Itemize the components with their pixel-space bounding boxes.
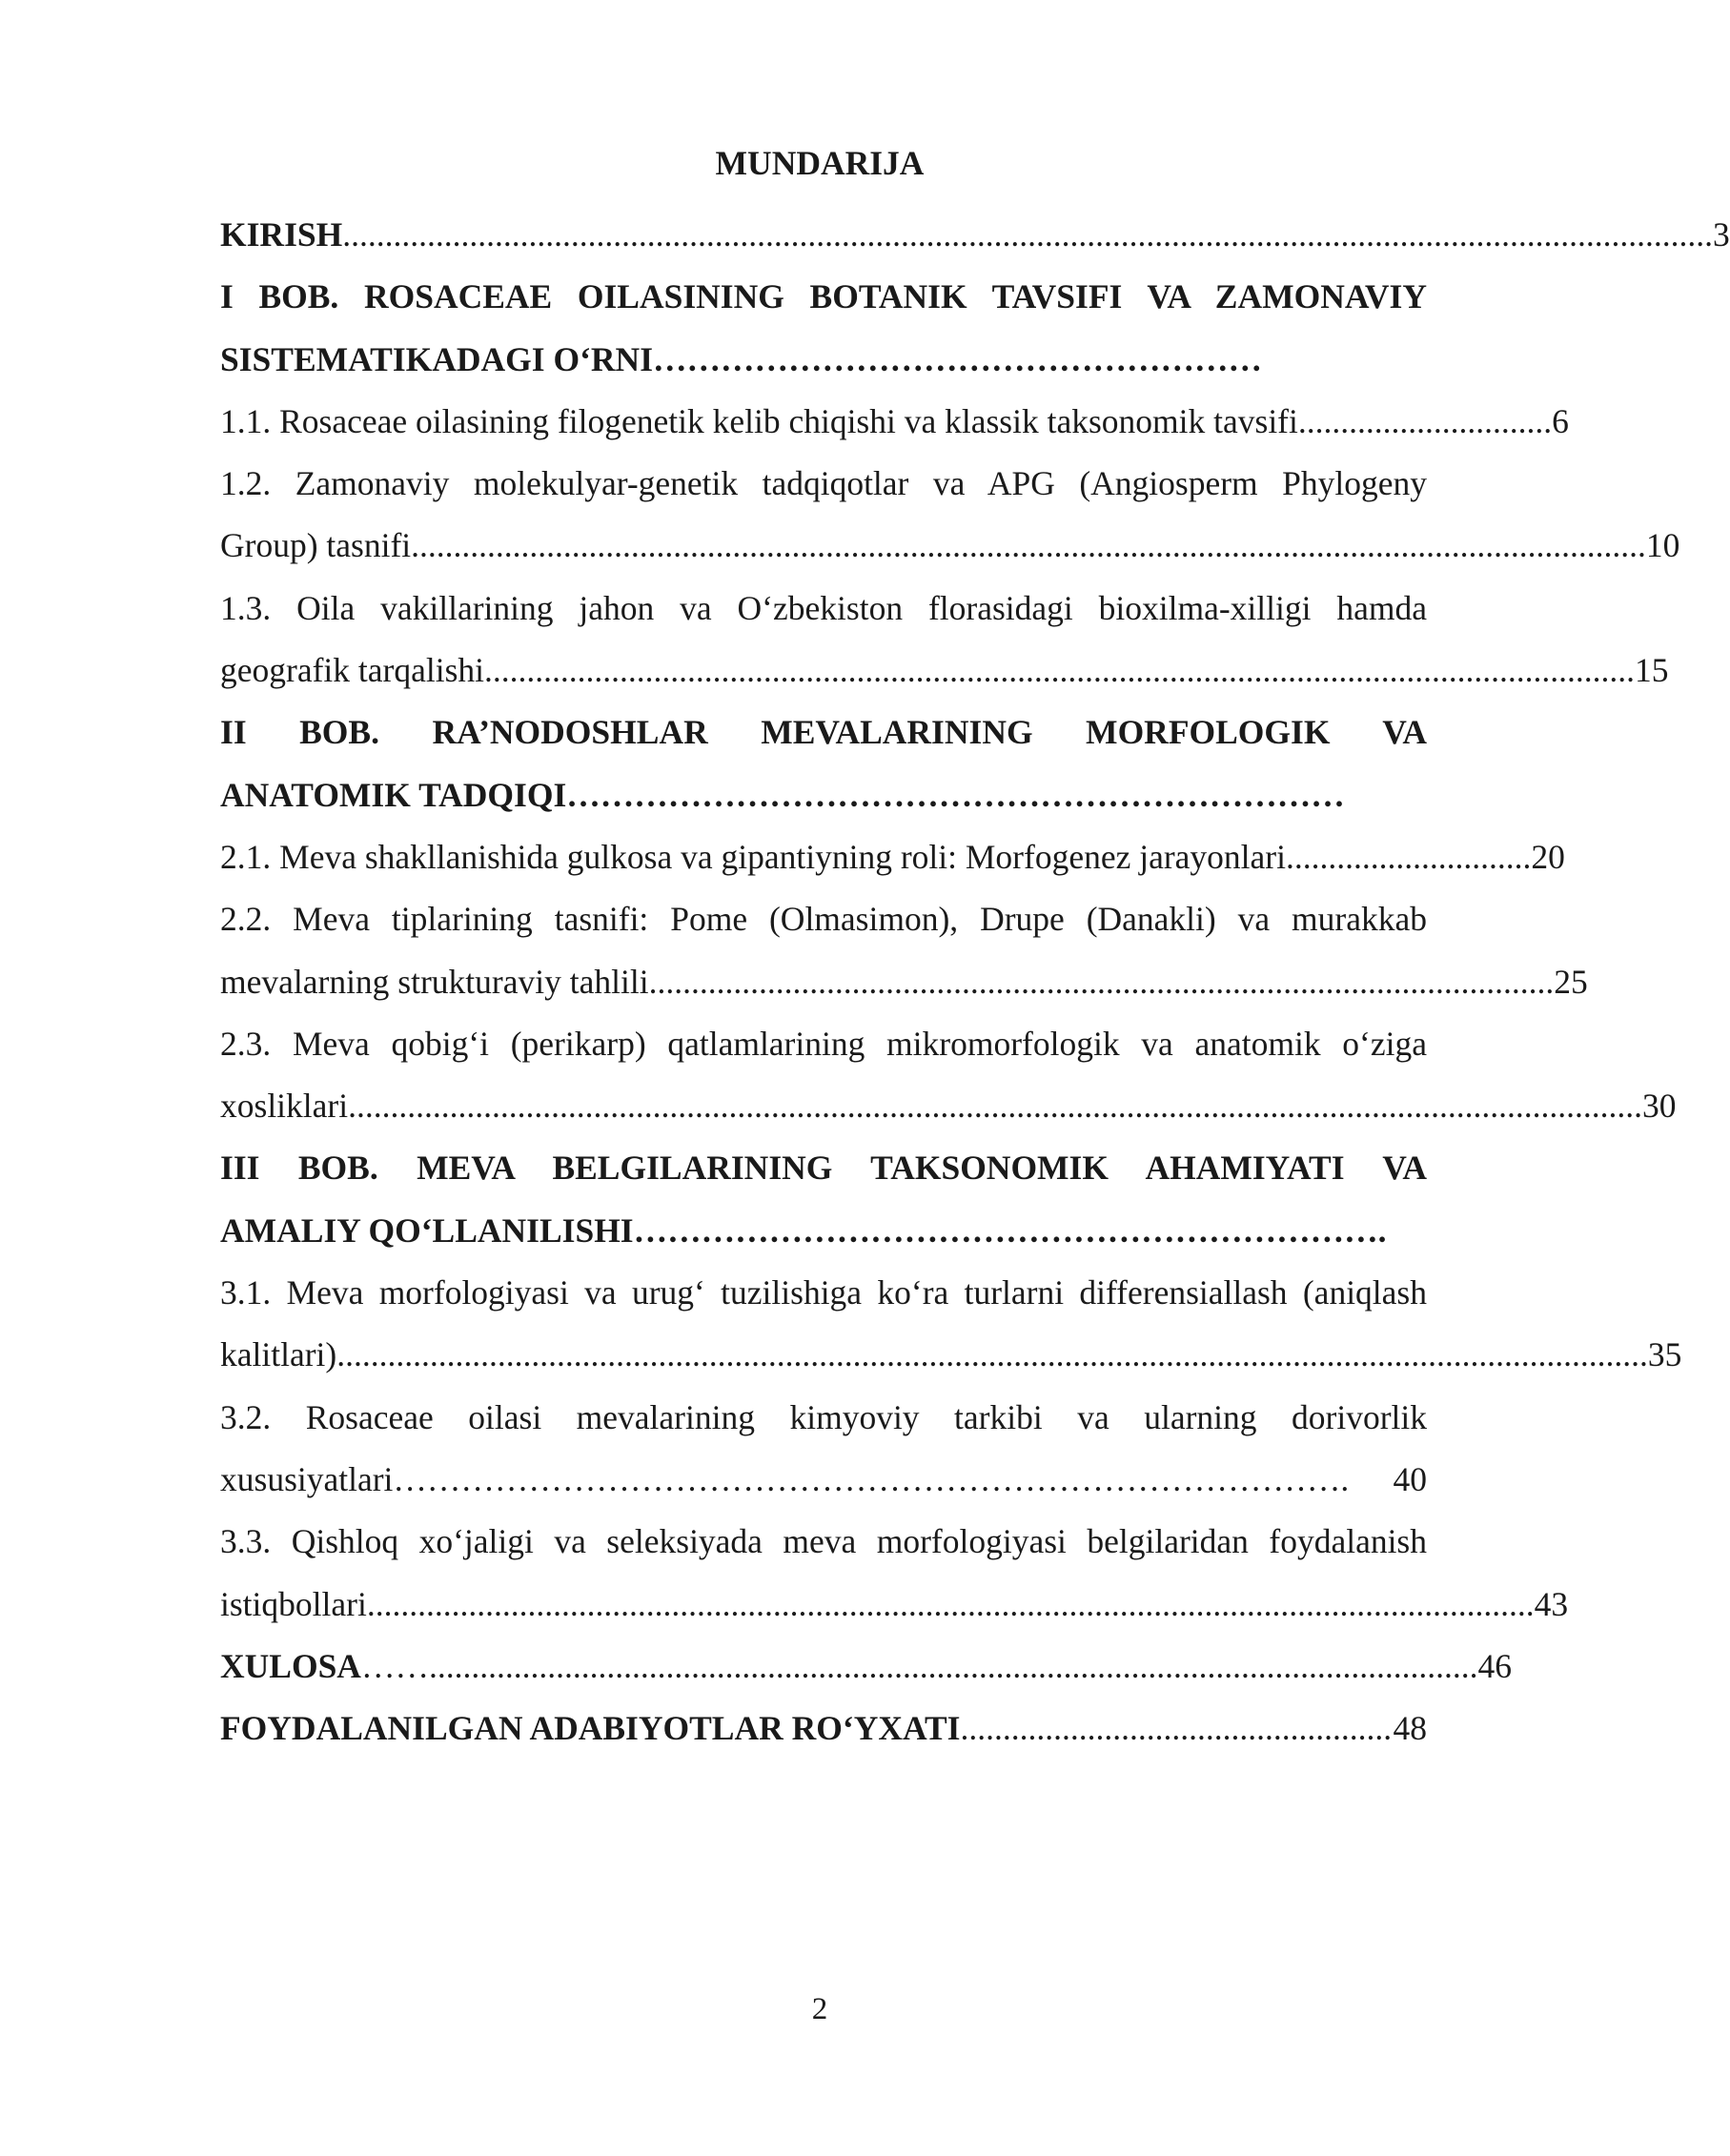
toc-entry-2-3-line1[interactable]: 2.3. Meva qobig‘i (perikarp) qatlamlarining mikromorfologik va anatomik o‘ziga: [220, 1024, 1427, 1063]
toc-leader-dots: ..............................: [1297, 401, 1553, 440]
toc-chapter-3-line1[interactable]: III BOB. MEVA BELGILARINING TAKSONOMIK AHAMIYATI VA: [220, 1149, 1427, 1188]
toc-chapter-3-line2[interactable]: AMALIY QO‘LLANILISHI………………………………………………………….: [220, 1210, 1387, 1250]
toc-entry-text: xosliklari: [220, 1087, 349, 1126]
toc-page-number: 48: [1393, 1709, 1427, 1748]
toc-chapter-2-line1[interactable]: II BOB. RA’NODOSHLAR MEVALARINING MORFOLOGIK VA: [220, 713, 1427, 752]
toc-entry-1-3-line2[interactable]: [220, 640, 1669, 702]
toc-leader-dots: ..........................................................................................................................................: [366, 1584, 1535, 1623]
toc-page-number: 20: [1531, 837, 1565, 876]
toc-entry-text: KIRISH: [220, 215, 343, 254]
toc-chapter-1-line1[interactable]: I BOB. ROSACEAE OILASINING BOTANIK TAVSIFI VA ZAMONAVIY: [220, 277, 1427, 316]
toc-entry-3-3-line1[interactable]: 3.3. Qishloq xo‘jaligi va seleksiyada meva morfologiyasi belgilaridan foydalanish: [220, 1522, 1427, 1561]
toc-entry-3-2-line1[interactable]: 3.2. Rosaceae oilasi mevalarining kimyoviy tarkibi va ularning dorivorlik: [220, 1397, 1427, 1436]
toc-leader-dots: .........................................................................................................................................................: [348, 1087, 1642, 1126]
toc-entry-text: XULOSA: [220, 1646, 361, 1685]
toc-entry-3-1-line2[interactable]: [220, 1324, 1682, 1386]
toc-entry-3-2-line2[interactable]: [220, 1449, 1427, 1511]
toc-entry-text: FOYDALANILGAN ADABIYOTLAR RO‘YXATI: [220, 1709, 961, 1748]
toc-page-number: 35: [1647, 1335, 1682, 1374]
toc-leader-dots: ………………………………………………………………………….: [393, 1459, 1350, 1498]
toc-entry-text: kalitlari): [220, 1335, 337, 1374]
page-title: MUNDARIJA: [715, 144, 925, 182]
toc-leader-dots: ...........................................................................................................................................................: [336, 1335, 1648, 1374]
page-number: 2: [811, 1992, 828, 2026]
toc-page-number: 10: [1645, 526, 1680, 565]
toc-page-number: 6: [1552, 401, 1569, 440]
toc-entry-1-1[interactable]: [220, 391, 1569, 453]
toc-entry-text: istiqbollari: [220, 1584, 367, 1623]
toc-entry-1-2-line1[interactable]: 1.2. Zamonaviy molekulyar-genetik tadqiqotlar va APG (Angiosperm Phylogeny: [220, 464, 1427, 503]
toc-entry-1-3-line1[interactable]: 1.3. Oila vakillarining jahon va O‘zbekiston florasidagi bioxilma-xilligi hamda: [220, 588, 1427, 627]
table-of-contents: [220, 204, 1730, 1759]
toc-entry-text: mevalarning strukturaviy tahlili: [220, 962, 649, 1001]
toc-chapter-2-line2[interactable]: ANATOMIK TADQIQI……………………………………………………………: [220, 775, 1345, 814]
toc-page-number: 30: [1641, 1087, 1677, 1126]
toc-entry-references[interactable]: [220, 1698, 1427, 1759]
toc-leader-dots: ...................................................: [960, 1709, 1393, 1748]
toc-entry-2-2-line1[interactable]: 2.2. Meva tiplarining tasnifi: Pome (Olmasimon), Drupe (Danakli) va murakkab: [220, 900, 1427, 939]
toc-entry-xulosa[interactable]: [220, 1636, 1512, 1698]
toc-entry-text: geografik tarqalishi: [220, 651, 484, 690]
toc-entry-text: xususiyatlari: [220, 1459, 394, 1498]
toc-leader-dots: ..................................................................................................................................................: [411, 526, 1646, 565]
toc-entry-1-2-line2[interactable]: [220, 515, 1680, 577]
toc-page-number: 46: [1477, 1646, 1512, 1685]
toc-leader-dots: ..................................................................................................................................................................: [342, 215, 1713, 254]
toc-page-number: 25: [1554, 962, 1588, 1001]
toc-entry-3-3-line2[interactable]: [220, 1574, 1569, 1636]
toc-entry-kirish[interactable]: [220, 204, 1730, 266]
toc-page-number: 15: [1635, 651, 1669, 690]
toc-leader-dots: ...........................................................................................................: [648, 962, 1555, 1001]
toc-leader-dots: ........................................................................................................................................: [484, 651, 1635, 690]
toc-entry-2-2-line2[interactable]: [220, 951, 1588, 1013]
toc-chapter-1-line2[interactable]: SISTEMATIKADAGI O‘RNI………………………………………………: [220, 339, 1263, 378]
toc-entry-text: 2.1. Meva shakllanishida gulkosa va gipantiyning roli: Morfogenez jarayonlari: [220, 837, 1286, 876]
toc-page-number: 40: [1393, 1459, 1427, 1498]
toc-entry-2-1[interactable]: [220, 826, 1565, 888]
toc-page-number: 3: [1713, 215, 1730, 254]
toc-entry-text: 1.1. Rosaceae oilasining filogenetik kelib chiqishi va klassik taksonomik tavsifi: [220, 401, 1298, 440]
toc-leader-dots: ……............................................................................................................................: [360, 1646, 1478, 1685]
toc-leader-dots: .............................: [1285, 837, 1532, 876]
toc-entry-2-3-line2[interactable]: [220, 1075, 1677, 1137]
toc-page-number: 43: [1534, 1584, 1569, 1623]
toc-entry-3-1-line1[interactable]: 3.1. Meva morfologiyasi va urug‘ tuzilishiga ko‘ra turlarni differensiallash (aniqlash: [220, 1273, 1427, 1312]
toc-entry-text: Group) tasnifi: [220, 526, 412, 565]
